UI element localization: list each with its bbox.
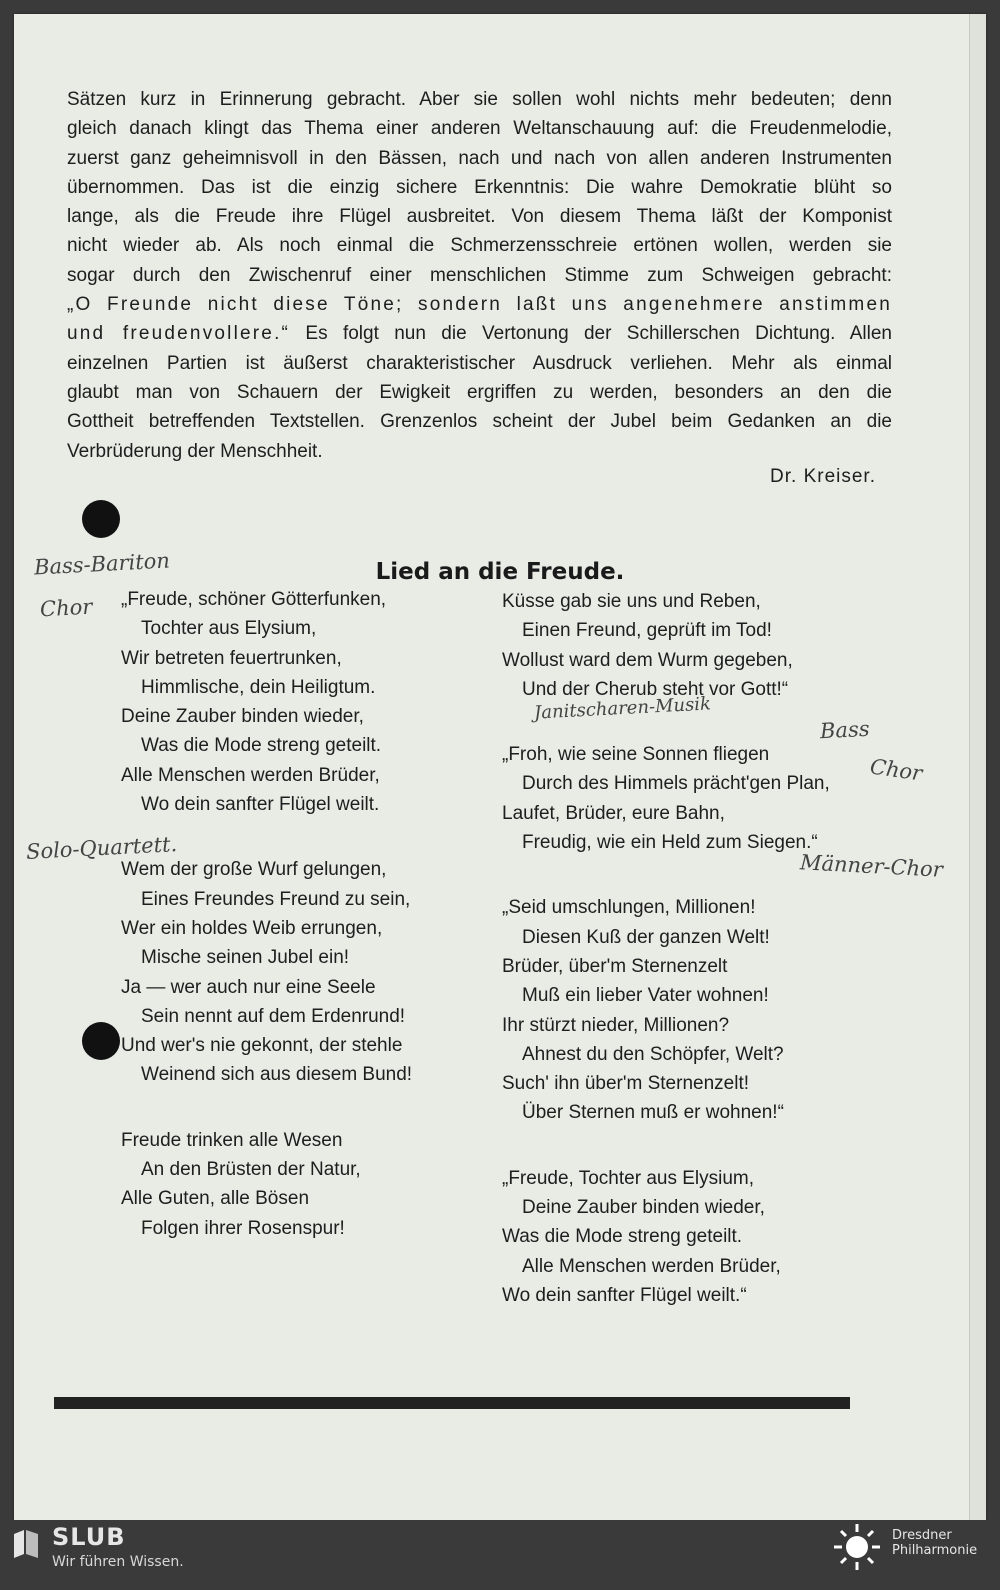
verse-line: Wer ein holdes Weib errungen, — [121, 917, 383, 939]
verse-line: Tochter aus Elysium, — [141, 618, 317, 640]
verse-line: „Freude, Tochter aus Elysium, — [502, 1167, 755, 1189]
verse-line: Einen Freund, geprüft im Tod! — [522, 620, 772, 642]
essay-line: Gottheit betreffenden Textstellen. Grenzenlos scheint der Jubel beim Gedanken an die — [67, 411, 892, 433]
essay-line-quote: „O Freunde nicht diese Töne; sondern laßt uns angenehmere anstimmen — [67, 294, 892, 316]
slub-tagline: Wir führen Wissen. — [52, 1554, 184, 1570]
quote-continuation: Es folgt nun die Vertonung der Schillerschen Dichtung. Allen — [290, 323, 892, 345]
handwritten-note-chor-right: Chor — [868, 754, 924, 786]
verse-line: Folgen ihrer Rosenspur! — [141, 1217, 345, 1239]
philharmonie-name-line1: Dresdner — [892, 1528, 952, 1543]
verse-line: Weinend sich aus diesem Bund! — [141, 1064, 413, 1086]
author-signature: Dr. Kreiser. — [770, 466, 876, 487]
essay-line: glaubt man von Schauern der Ewigkeit ergriffen zu werden, besonders an den die — [67, 381, 892, 403]
essay-line: Sätzen kurz in Erinnerung gebracht. Aber sie sollen wohl nichts mehr bedeuten; denn — [67, 89, 892, 110]
verse-line: Ahnest du den Schöpfer, Welt? — [522, 1043, 784, 1065]
verse-line: Und der Cherub steht vor Gott!“ — [522, 678, 789, 700]
verse-line: Wo dein sanfter Flügel weilt. — [141, 794, 380, 816]
verse-line: Freudig, wie ein Held zum Siegen.“ — [522, 832, 818, 854]
essay-line: Verbrüderung der Menschheit. — [67, 440, 323, 462]
verse-line: „Freude, schöner Götterfunken, — [121, 589, 387, 610]
verse-line: „Froh, wie seine Sonnen fliegen — [502, 744, 770, 766]
verse-line: Über Sternen muß er wohnen!“ — [522, 1102, 784, 1124]
verse-line: Durch des Himmels prächt'gen Plan, — [522, 773, 830, 795]
verse-line: Laufet, Brüder, eure Bahn, — [502, 802, 725, 824]
verse-line: Brüder, über'm Sternenzelt — [502, 955, 728, 977]
verse-line: Was die Mode streng geteilt. — [502, 1226, 743, 1248]
philharmonie-sun-icon — [832, 1522, 882, 1572]
verse-line: Alle Menschen werden Brüder, — [121, 764, 380, 786]
document-page — [14, 14, 986, 1520]
handwritten-note-maenner-chor: Männer-Chor — [799, 850, 944, 882]
stanza-gap — [121, 1090, 412, 1126]
verse-line: Wollust ward dem Wurm gegeben, — [502, 649, 793, 671]
essay-text — [67, 85, 892, 466]
verse-line: Muß ein lieber Vater wohnen! — [522, 985, 769, 1007]
quote-end: und freudenvollere.“ — [67, 323, 291, 345]
poem-left-column — [121, 585, 412, 1243]
verse-line: Was die Mode streng geteilt. — [141, 735, 382, 757]
verse-line: Wo dein sanfter Flügel weilt.“ — [502, 1284, 747, 1306]
verse-line: Ja — wer auch nur eine Seele — [121, 976, 376, 998]
verse-line: „Seid umschlungen, Millionen! — [502, 897, 756, 919]
verse-line: Alle Menschen werden Brüder, — [522, 1255, 781, 1277]
essay-line: gleich danach klingt das Thema einer anderen Weltanschauung auf: die Freudenmelodie, — [67, 118, 892, 140]
verse-line: Diesen Kuß der ganzen Welt! — [522, 926, 770, 948]
stanza-gap — [502, 857, 830, 893]
verse-line: Deine Zauber binden wieder, — [121, 706, 364, 728]
slub-book-icon — [12, 1528, 40, 1558]
essay-line: zuerst ganz geheimnisvoll in den Bässen, nach und nach von allen anderen Instrumenten — [67, 147, 892, 169]
stanza-gap — [502, 1128, 830, 1164]
essay-line: übernommen. Das ist die einzig sichere Erkenntnis: Die wahre Demokratie blüht so — [67, 176, 892, 198]
verse-line: Himmlische, dein Heiligtum. — [141, 676, 376, 698]
footer-bar — [0, 1520, 1000, 1590]
philharmonie-name-line2: Philharmonie — [892, 1543, 978, 1558]
essay-line: sogar durch den Zwischenruf einer menschlichen Stimme zum Schweigen gebracht: — [67, 264, 892, 286]
verse-line: Eines Freundes Freund zu sein, — [141, 888, 411, 910]
verse-line: Ihr stürzt nieder, Millionen? — [502, 1014, 730, 1036]
essay-line: einzelnen Partien ist äußerst charakteristischer Ausdruck verliehen. Mehr als einmal — [67, 352, 892, 374]
bottom-rule — [54, 1397, 850, 1409]
verse-line: Wem der große Wurf gelungen, — [121, 859, 387, 881]
verse-line: An den Brüsten der Natur, — [141, 1159, 361, 1181]
verse-line: Und wer's nie gekonnt, der stehle — [121, 1035, 403, 1057]
handwritten-note-janitscharen: Janitscharen-Musik — [533, 693, 712, 724]
poem-title: Lied an die Freude. — [375, 559, 625, 585]
verse-line: Freude trinken alle Wesen — [121, 1129, 343, 1151]
essay-line: nicht wieder ab. Als noch einmal die Schmerzensschreie ertönen wollen, werden sie — [67, 235, 892, 257]
handwritten-note-solo-quartett: Solo-Quartett. — [25, 832, 178, 864]
essay-line: lange, als die Freude ihre Flügel ausbreitet. Von diesem Thema läßt der Komponist — [67, 206, 892, 228]
handwritten-note-bass-bariton: Bass-Bariton — [33, 548, 171, 580]
punch-hole — [82, 500, 120, 538]
verse-line: Deine Zauber binden wieder, — [522, 1197, 765, 1219]
philharmonie-name — [892, 1528, 977, 1558]
verse-line: Such' ihn über'm Sternenzelt! — [502, 1073, 749, 1095]
verse-line: Mische seinen Jubel ein! — [141, 947, 350, 969]
handwritten-note-bass: Bass — [819, 716, 871, 744]
verse-line: Sein nennt auf dem Erdenrund! — [141, 1005, 406, 1027]
handwritten-note-chor: Chor — [39, 594, 93, 622]
slub-name: SLUB — [52, 1523, 126, 1551]
punch-hole — [82, 1022, 120, 1060]
verse-line: Küsse gab sie uns und Reben, — [502, 591, 761, 612]
essay-line — [67, 319, 892, 348]
page-edge — [969, 14, 986, 1520]
verse-line: Alle Guten, alle Bösen — [121, 1188, 310, 1210]
verse-line: Wir betreten feuertrunken, — [121, 647, 342, 669]
